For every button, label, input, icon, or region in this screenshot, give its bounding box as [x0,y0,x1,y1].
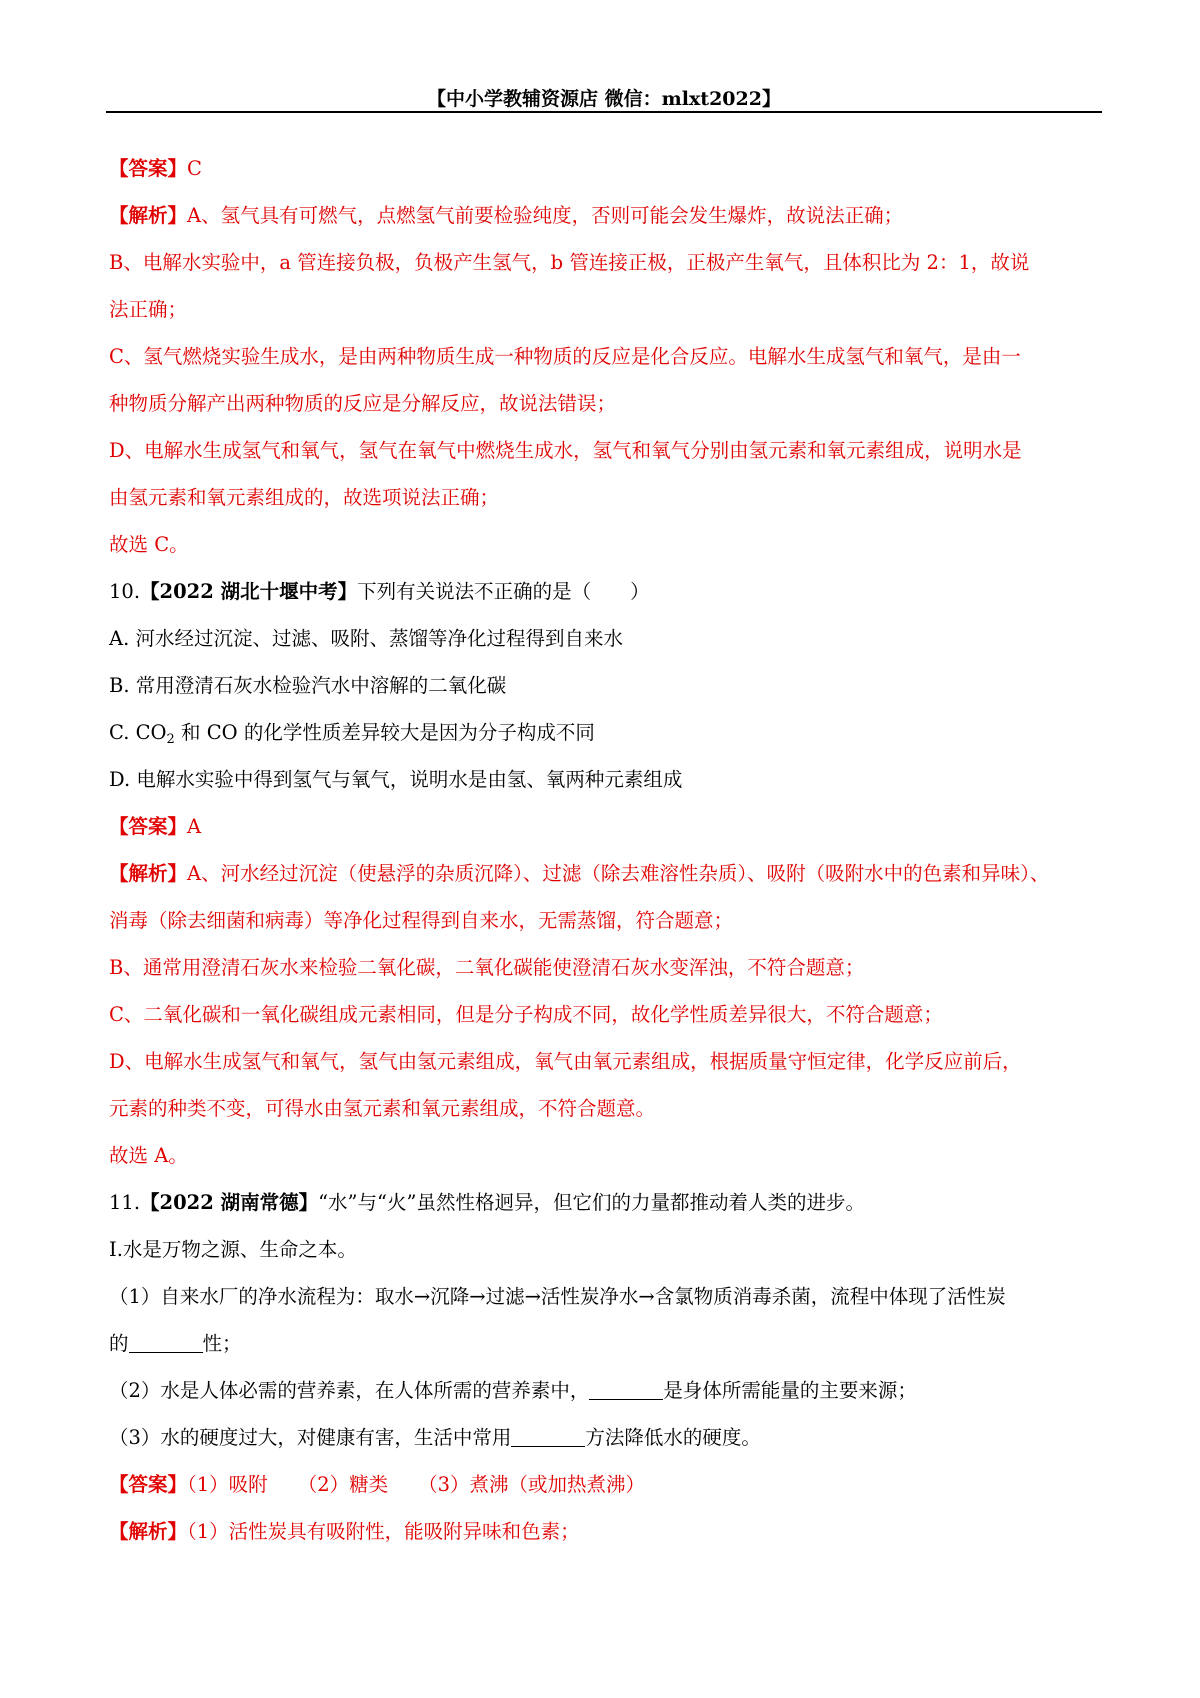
q11-analysis-text: （1）活性炭具有吸附性，能吸附异味和色素； [187,1520,580,1543]
q11-number: 11. [109,1191,141,1214]
q11-stem-text: “水”与“火”虽然性格迥异，但它们的力量都推动着人类的进步。 [318,1191,865,1214]
q11-sub1-line1: （1）自来水厂的净水流程为：取水→沉降→过滤→活性炭净水→含氯物质消毒杀菌，流程中体现了活性炭 [109,1285,1006,1308]
q10-source: 【2022 湖北十堰中考】 [140,580,358,603]
q9-conclusion: 故选 C。 [109,533,189,556]
q10-answer: A [187,815,202,838]
q11-answer-2: （2）糖类 [297,1473,389,1496]
q10-analysis-line-5: D、电解水生成氢气和氧气，氢气由氢元素组成，氧气由氧元素组成，根据质量守恒定律，化学反应前后， [109,1050,1022,1073]
answer-blank-3 [511,1426,585,1447]
q9-answer-line [109,150,1100,197]
q11-sub1-line2 [109,1325,1100,1372]
q11-answer-3: （3）煮沸（或加热煮沸） [418,1473,646,1496]
q11-sub3-post: 方法降低水的硬度。 [585,1426,761,1449]
q10-analysis-line-6: 元素的种类不变，可得水由氢元素和氧元素组成，不符合题意。 [109,1097,656,1120]
q11-stem [109,1184,1100,1231]
q11-sub1-pre: 的 [109,1332,129,1355]
q11-sub3 [109,1419,1100,1466]
q11-answer-line [109,1466,1100,1513]
q9-answer-tag: 【答案】 [109,157,188,180]
q9-analysis-line-6: D、电解水生成氢气和氧气，氢气在氧气中燃烧生成水，氢气和氧气分别由氢元素和氧元素组成，说明水是 [109,439,1022,462]
q10-analysis-text: A、河水经过沉淀（使悬浮的杂质沉降）、过滤（除去难溶性杂质）、吸附（吸附水中的色素和异味）、 [187,862,1050,885]
q10-stem [109,573,1100,620]
q10-analysis-tag: 【解析】 [109,862,188,885]
q10-analysis-line-3: B、通常用澄清石灰水来检验二氧化碳，二氧化碳能使澄清石灰水变浑浊，不符合题意； [109,956,865,979]
answer-blank-1 [129,1332,203,1353]
q10-analysis-line-2: 消毒（除去细菌和病毒）等净化过程得到自来水，无需蒸馏，符合题意； [109,909,734,932]
q10-analysis-line-4: C、二氧化碳和一氧化碳组成元素相同，但是分子构成不同，故化学性质差异很大，不符合题意； [109,1003,943,1026]
q11-sub2-pre: （2）水是人体必需的营养素，在人体所需的营养素中， [109,1379,590,1402]
q11-sub1-post: 性； [202,1332,242,1355]
q9-analysis-line-5: 种物质分解产出两种物质的反应是分解反应，故说法错误； [109,392,617,415]
q11-answer-1: （1）吸附 [187,1473,268,1496]
q10-option-c-subscript: 2 [166,732,175,747]
q9-analysis-tag: 【解析】 [109,204,188,227]
q10-option-a: A. 河水经过沉淀、过滤、吸附、蒸馏等净化过程得到自来水 [109,627,623,650]
q11-answer-tag: 【答案】 [109,1473,188,1496]
q10-option-b: B. 常用澄清石灰水检验汽水中溶解的二氧化碳 [109,674,507,697]
q10-number: 10. [109,580,141,603]
q9-analysis-line-2: B、电解水实验中，a 管连接负极，负极产生氢气，b 管连接正极，正极产生氧气，且体积比为 2：1，故说 [109,251,1030,274]
q11-analysis-line-1 [109,1513,1100,1560]
q10-stem-text: 下列有关说法不正确的是（ ） [357,580,650,603]
q9-analysis-line-7: 由氢元素和氧元素组成的，故选项说法正确； [109,486,500,509]
q10-option-c [109,714,1100,761]
answer-blank-2 [589,1379,663,1400]
q9-analysis-text: A、氢气具有可燃气，点燃氢气前要检验纯度，否则可能会发生爆炸，故说法正确； [187,204,904,227]
q11-source: 【2022 湖南常德】 [140,1191,319,1214]
q10-analysis-line-1 [109,855,1100,902]
page-header: 【中小学教辅资源店 微信：mlxt2022】 [427,88,781,110]
q9-analysis-line-3: 法正确； [109,298,188,321]
q11-sub2-post: 是身体所需能量的主要来源； [663,1379,917,1402]
q10-conclusion: 故选 A。 [109,1144,188,1167]
q10-answer-tag: 【答案】 [109,815,188,838]
q11-sub2 [109,1372,1100,1419]
q9-analysis-line-1 [109,197,1100,244]
q10-option-c-rest: 和 CO 的化学性质差异较大是因为分子构成不同 [174,721,595,744]
q10-option-c-prefix: C. CO [109,721,167,744]
document-body [109,150,1100,1560]
q10-answer-line [109,808,1100,855]
q11-analysis-tag: 【解析】 [109,1520,188,1543]
q10-option-d: D. 电解水实验中得到氢气与氧气，说明水是由氢、氧两种元素组成 [109,768,683,791]
q11-part1: Ⅰ.水是万物之源、生命之本。 [109,1238,357,1261]
q9-analysis-line-4: C、氢气燃烧实验生成水，是由两种物质生成一种物质的反应是化合反应。电解水生成氢气和氧气，是由一 [109,345,1021,368]
header-rule [106,111,1102,113]
q9-answer: C [187,157,202,180]
q11-sub3-pre: （3）水的硬度过大，对健康有害，生活中常用 [109,1426,512,1449]
